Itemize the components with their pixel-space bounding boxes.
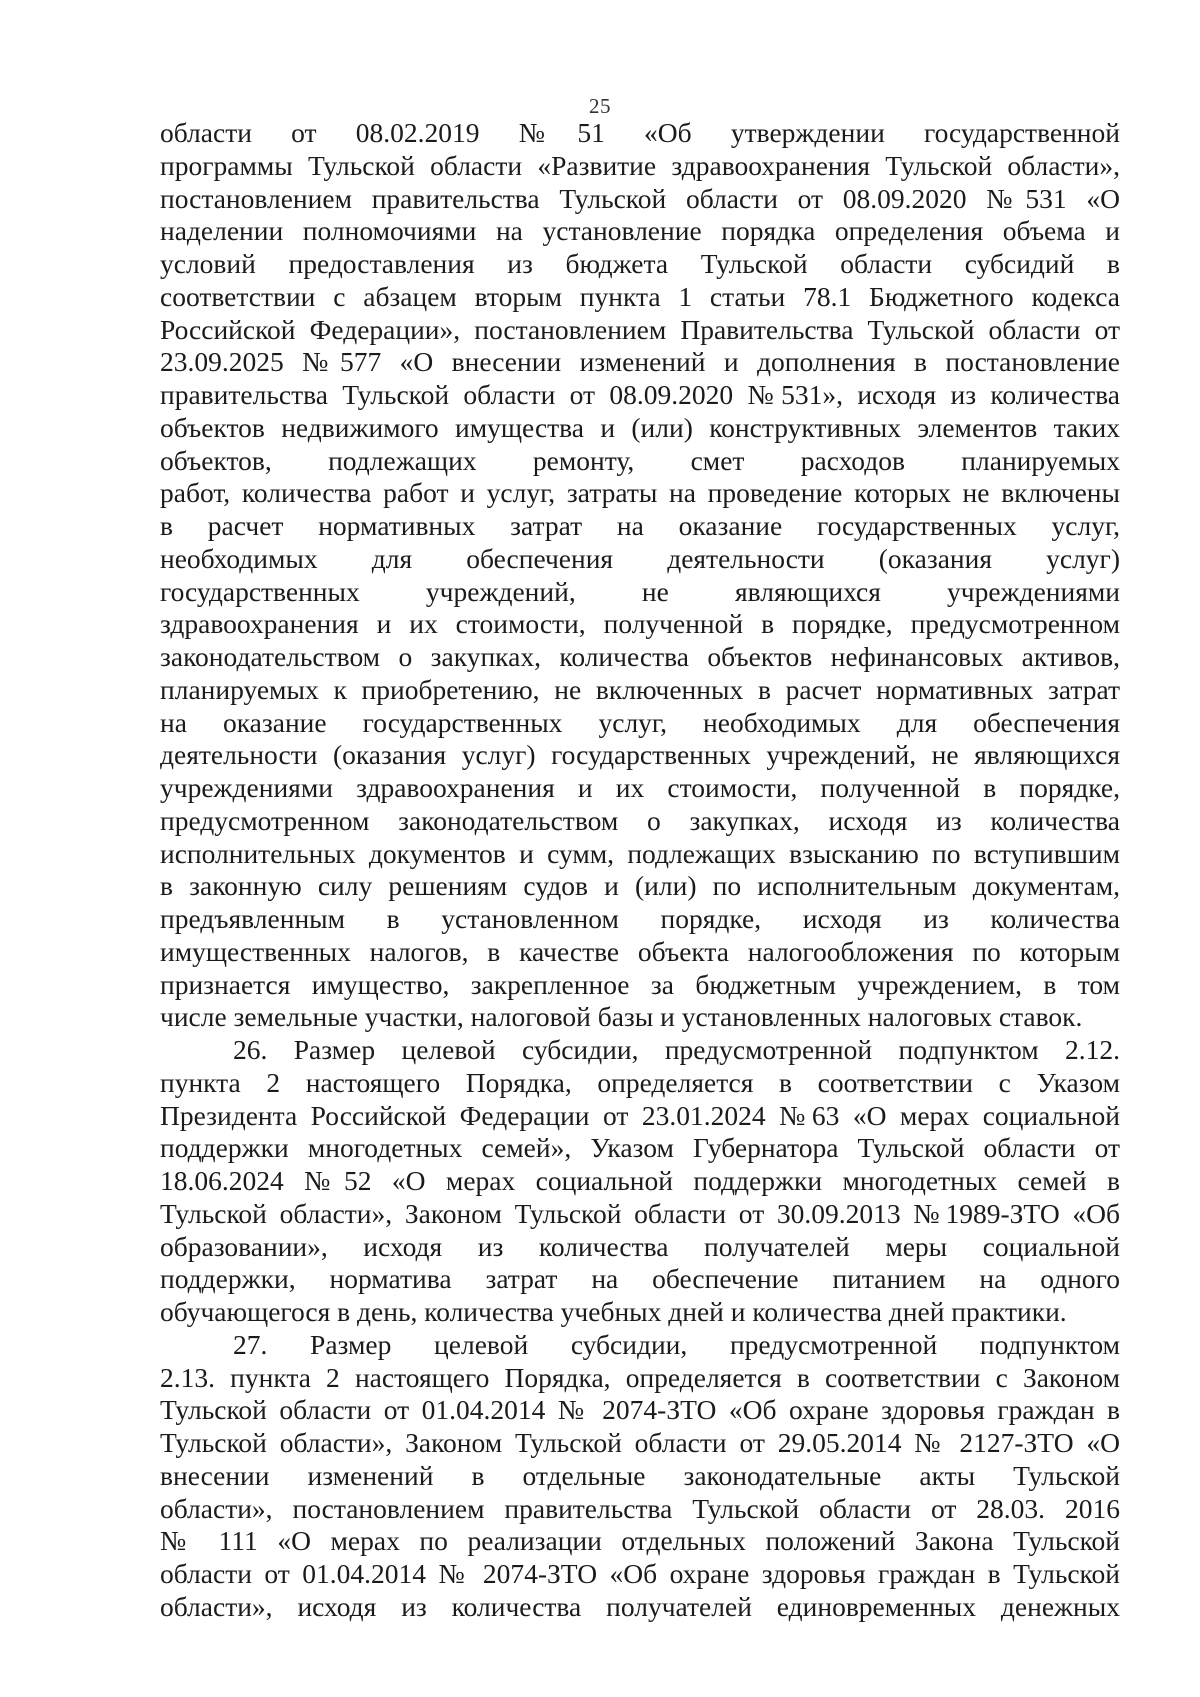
text-line: признается имущество, закрепленное за бюджетным учреждением, в том bbox=[160, 968, 1120, 1000]
text-line: Тульской области от 01.04.2014 № 2074-ЗТО «Об охране здоровья граждан в bbox=[160, 1394, 1120, 1426]
text-line: правительства Тульской области от 08.09.2020 №531», исходя из количества bbox=[160, 379, 1120, 410]
text-line: планируемых к приобретению, не включенных в расчет нормативных затрат bbox=[160, 673, 1120, 705]
text-line: необходимых для обеспечения деятельности (оказания услуг) bbox=[160, 542, 1120, 574]
text-line: соответствии с абзацем вторым пункта 1 статьи 78.1 Бюджетного кодекса bbox=[160, 280, 1120, 312]
text-line: исполнительных документов и сумм, подлежащих взысканию по вступившим bbox=[160, 837, 1120, 869]
text-line: области от 01.04.2014 № 2074-ЗТО «Об охране здоровья граждан в Тульской bbox=[160, 1558, 1120, 1589]
body-text bbox=[160, 117, 1120, 1624]
text-line: поддержки, норматива затрат на обеспечение питанием на одного bbox=[160, 1263, 1120, 1295]
text-line: числе земельные участки, налоговой базы и установленных налоговых ставок. bbox=[160, 1001, 1083, 1033]
text-line: № 111 «О мерах по реализации отдельных положений Закона Тульской bbox=[160, 1525, 1120, 1557]
text-line: в законную силу решениям судов и (или) по исполнительным документам, bbox=[160, 870, 1120, 902]
text-line: Тульской области», Законом Тульской области от 30.09.2013 №1989-ЗТО «Об bbox=[160, 1197, 1120, 1229]
text-line: области от 08.02.2019 №51 «Об утверждении государственной bbox=[160, 117, 1120, 148]
text-line: пункта 2 настоящего Порядка, определяется в соответствии с Указом bbox=[160, 1066, 1120, 1098]
text-line: на оказание государственных услуг, необходимых для обеспечения bbox=[160, 706, 1120, 738]
text-line: объектов, подлежащих ремонту, смет расходов планируемых bbox=[160, 444, 1120, 476]
text-line: государственных учреждений, не являющихся учреждениями bbox=[160, 575, 1120, 607]
text-line: условий предоставления из бюджета Тульской области субсидий в bbox=[160, 248, 1120, 279]
text-line: 2.13. пункта 2 настоящего Порядка, определяется в соответствии с Законом bbox=[160, 1361, 1120, 1393]
text-line: 18.06.2024 №52 «О мерах социальной поддержки многодетных семей в bbox=[160, 1165, 1120, 1196]
text-line: работ, количества работ и услуг, затраты на проведение которых не включены bbox=[160, 477, 1120, 509]
text-line: Тульской области», Законом Тульской области от 29.05.2014 № 2127-ЗТО «О bbox=[160, 1427, 1120, 1458]
text-line: предусмотренном законодательством о закупках, исходя из количества bbox=[160, 804, 1120, 836]
text-line: Президента Российской Федерации от 23.01.2024 №63 «О мерах социальной bbox=[160, 1099, 1120, 1131]
text-line: имущественных налогов, в качестве объекта налогообложения по которым bbox=[160, 935, 1120, 967]
text-line: области», постановлением правительства Тульской области от 28.03. 2016 bbox=[160, 1492, 1120, 1524]
text-line: наделении полномочиями на установление порядка определения объема и bbox=[160, 215, 1120, 247]
text-line: образовании», исходя из количества получателей меры социальной bbox=[160, 1230, 1120, 1262]
text-line: деятельности (оказания услуг) государственных учреждений, не являющихся bbox=[160, 739, 1120, 771]
text-line: программы Тульской области «Развитие здравоохранения Тульской области», bbox=[160, 149, 1120, 181]
page-number: 25 bbox=[589, 94, 611, 118]
text-line: здравоохранения и их стоимости, полученной в порядке, предусмотренном bbox=[160, 608, 1120, 640]
text-line: постановлением правительства Тульской области от 08.09.2020 №531 «О bbox=[160, 182, 1120, 214]
text-line: учреждениями здравоохранения и их стоимости, полученной в порядке, bbox=[160, 772, 1120, 803]
text-line: объектов недвижимого имущества и (или) конструктивных элементов таких bbox=[160, 411, 1120, 443]
text-line: области», исходя из количества получателей единовременных денежных bbox=[160, 1590, 1120, 1622]
text-line: 26. Размер целевой субсидии, предусмотренной подпунктом 2.12. bbox=[233, 1034, 1120, 1065]
text-line: Российской Федерации», постановлением Правительства Тульской области от bbox=[160, 313, 1120, 345]
text-line: внесении изменений в отдельные законодательные акты Тульской bbox=[160, 1459, 1120, 1491]
text-line: законодательством о закупках, количества объектов нефинансовых активов, bbox=[160, 641, 1120, 672]
text-line: предъявленным в установленном порядке, исходя из количества bbox=[160, 903, 1120, 934]
text-line: 27. Размер целевой субсидии, предусмотренной подпунктом bbox=[233, 1328, 1120, 1360]
text-line: поддержки многодетных семей», Указом Губернатора Тульской области от bbox=[160, 1132, 1120, 1164]
text-line: обучающегося в день, количества учебных дней и количества дней практики. bbox=[160, 1296, 1067, 1327]
text-line: 23.09.2025 №577 «О внесении изменений и дополнения в постановление bbox=[160, 346, 1120, 378]
text-line: в расчет нормативных затрат на оказание государственных услуг, bbox=[160, 510, 1120, 541]
